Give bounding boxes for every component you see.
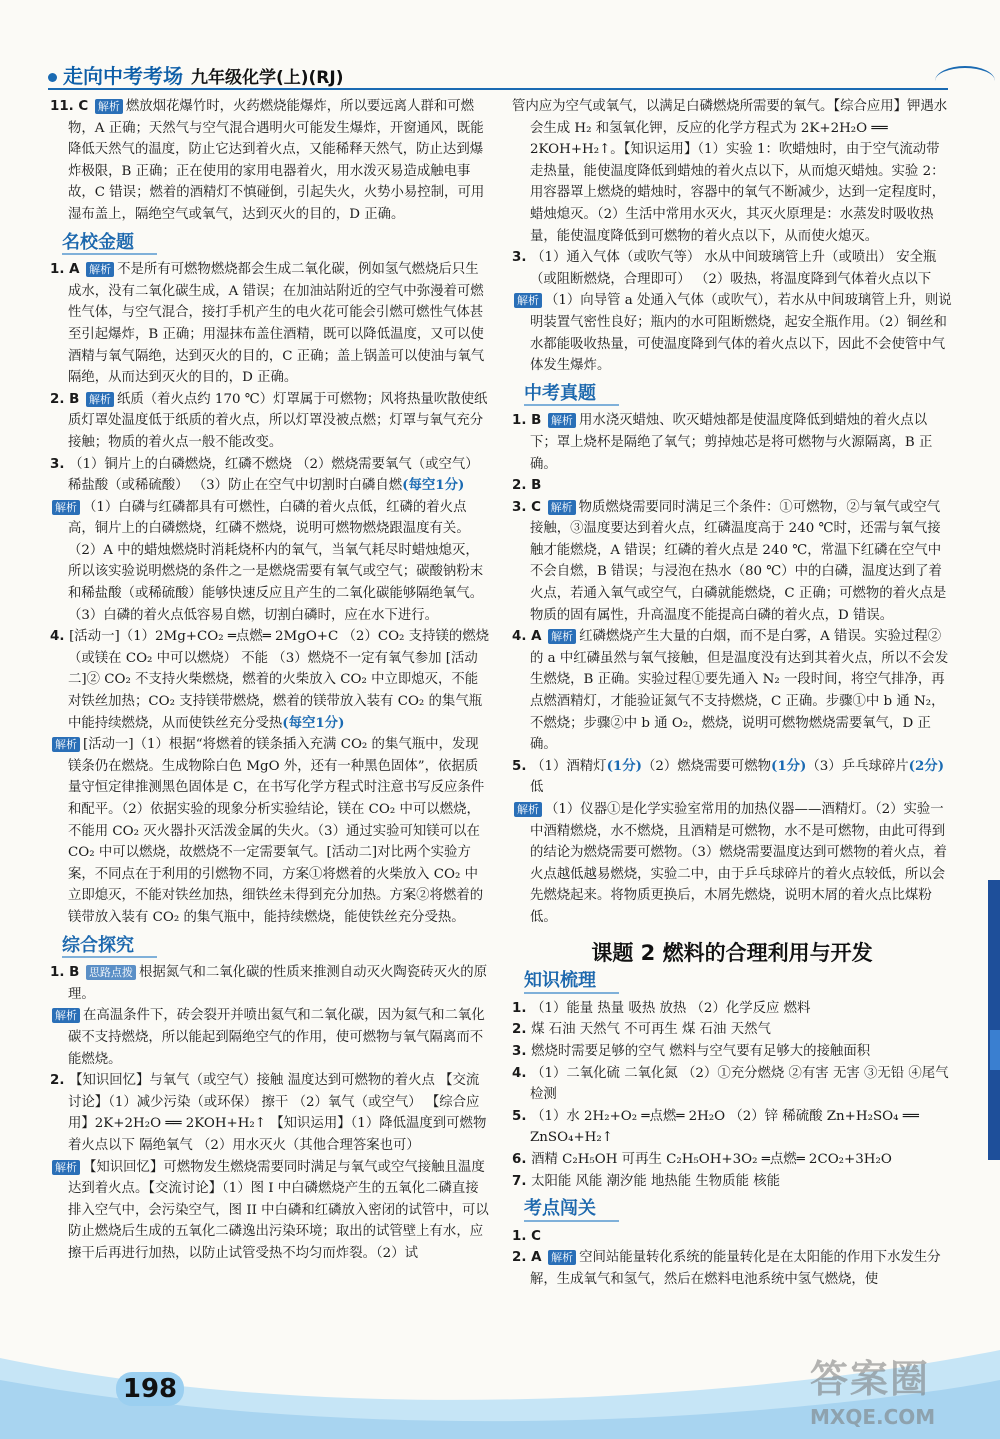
analysis-tag: 解析 bbox=[514, 802, 542, 817]
score-note: (每空1分) bbox=[282, 714, 345, 731]
answer-text: （2）燃烧需要可燃物 bbox=[641, 758, 771, 774]
watermark bbox=[810, 1348, 990, 1428]
answer-item bbox=[512, 410, 952, 475]
side-tab-highlight bbox=[990, 1030, 1000, 1070]
answer-text: 纸质（着火点约 170 ℃）灯罩属于可燃物；风将热量吹散使纸质灯罩处温度低于纸质的着火点，所以灯罩没被点燃；灯罩与氧气充分接触；物质的着火点一般不能改变。 bbox=[68, 391, 488, 450]
answer-item bbox=[512, 96, 952, 247]
lesson-title: 课题 2 燃料的合理利用与开发 bbox=[591, 940, 873, 965]
score-note: (1分) bbox=[606, 757, 642, 774]
score-note: (每空1分) bbox=[402, 477, 465, 494]
section-underline bbox=[62, 956, 157, 958]
answer-item bbox=[50, 962, 490, 1005]
answer-text: 不是所有可燃物燃烧都会生成二氧化碳，例如氢气燃烧后只生成水，没有二氧化碳生成，A 错误；在加油站附近的空气中弥漫着可燃性气体，与空气混合，接打手机产生的电火花可能会引燃可燃性气体甚至引起爆炸，B 正确；用湿抹布盖住酒精，既可以降低温度，又可以使酒精与氧气隔绝，达到灭火的目的，C 正确；盖上锅盖可以使油与氧气隔绝，从而达到灭火的目的，D 正确。 bbox=[68, 262, 485, 386]
answer-item bbox=[512, 475, 952, 497]
answer-item bbox=[50, 1157, 490, 1265]
analysis-tag: 解析 bbox=[86, 262, 114, 277]
answer-item bbox=[512, 1247, 952, 1290]
answer-item bbox=[512, 1063, 952, 1106]
answer-item bbox=[50, 454, 490, 497]
answer-text: （1）铜片上的白磷燃烧，红磷不燃烧 （2）燃烧需要氧气（或空气） 稀盐酸（或稀硫酸） （3）防止在空气中切割时白磷自燃 bbox=[68, 456, 479, 494]
answer-text: 燃烧时需要足够的空气 燃料与空气要有足够大的接触面积 bbox=[531, 1043, 871, 1059]
answer-text: （1）酒精灯 bbox=[531, 758, 607, 774]
answer-text: （1）通入气体（或吹气等） 水从中间玻璃管上升（或喷出） 安全瓶（或阻断燃烧，合理即可） （2）吸热，将温度降到气体着火点以下 bbox=[530, 250, 937, 287]
section-heading: 中考真题 bbox=[524, 382, 596, 404]
analysis-tag: 解析 bbox=[52, 500, 80, 515]
answer-number: 3. bbox=[50, 456, 70, 472]
answer-number: 5. bbox=[512, 1108, 532, 1124]
answer-item bbox=[512, 1171, 952, 1193]
answer-text: 煤 石油 天然气 不可再生 煤 石油 天然气 bbox=[531, 1022, 771, 1038]
answer-text: 【知识回忆】与氧气（或空气）接触 温度达到可燃物的着火点 【交流讨论】（1）减少污染（或环保） 擦干 （2）氧气（或空气） 【综合应用】2K+2H₂O ══ 2KOH+H₂↑ 【知识运用】（1）降低温度到可燃物着火点以下 隔绝氧气 （2）用水灭火（其他合理答案也可） bbox=[68, 1073, 487, 1153]
answer-text: 【知识回忆】可燃物发生燃烧需要同时满足与氧气或空气接触且温度达到着火点。【交流讨论】（1）图 I 中白磷燃烧产生的五氧化二磷直接排入空气中，会污染空气，图 II 中白磷和红磷放入密闭的试管中，可以防止燃烧后生成的五氧化二磷逸出污染环境；取出的试管壁上有水，应擦干后再进行加热，以防止试管受热不均匀而炸裂。（2）试 bbox=[68, 1159, 489, 1261]
analysis-tag: 解析 bbox=[548, 629, 576, 644]
answer-number: 2. B bbox=[50, 391, 84, 407]
section-heading: 知识梳理 bbox=[524, 970, 596, 992]
answer-number: 1. bbox=[512, 1000, 532, 1016]
answer-text: （3）乒乓球碎片 bbox=[806, 758, 909, 774]
book-title: 走向中考考场 bbox=[63, 64, 183, 88]
answer-text: 管内应为空气或氧气，以满足白磷燃烧所需要的氧气。【综合应用】钾遇水会生成 H₂ 和氢氧化钾，反应的化学方程式为 2K+2H₂O ══ 2KOH+H₂↑。【知识运用】（1）实验 1：吹蜡烛时，由于空气流动带走热量，能使温度降低到蜡烛的着火点以下，从而熄灭蜡烛。实验 2：用容器罩上燃烧的蜡烛时，容器中的氧气不断减少，达到一定程度时，蜡烛熄灭。（2）生活中常用水灭火，其灭火原理是：水蒸发时吸收热量，能使温度降低到可燃物的着火点以下，从而使火熄灭。 bbox=[512, 99, 948, 244]
answer-text: （1）水 2H₂+O₂ ═点燃═ 2H₂O （2）锌 稀硫酸 Zn+H₂SO₄ ══ ZnSO₄+H₂↑ bbox=[530, 1108, 919, 1146]
answer-number: 1. A bbox=[50, 262, 85, 278]
answer-number: 1. C bbox=[512, 1228, 541, 1244]
section-heading: 综合探究 bbox=[62, 934, 134, 956]
watermark-title: 答案圈 bbox=[810, 1357, 931, 1401]
page-header bbox=[0, 0, 1000, 88]
answer-text: 空间站能量转化系统的能量转化是在太阳能的作用下水发生分解，生成氧气和氢气，然后在燃料电池系统中氢气燃烧，使 bbox=[530, 1250, 941, 1287]
answer-text: 太阳能 风能 潮汐能 地热能 生物质能 核能 bbox=[531, 1173, 780, 1189]
analysis-tag: 解析 bbox=[52, 1160, 80, 1175]
answer-number: 1. B bbox=[50, 965, 84, 981]
book-subtitle: 九年级化学(上)(RJ) bbox=[191, 68, 344, 88]
answer-item bbox=[512, 998, 952, 1020]
answer-number: 4. bbox=[50, 629, 70, 645]
answer-text: （1）仪器①是化学实验室常用的加热仪器——酒精灯。（2）实验一中酒精燃烧，水不燃烧，且酒精是可燃物，水不是可燃物，由此可得到的结论为燃烧需要可燃物。（3）燃烧需要温度达到可燃物的着火点，着火点越低越易燃烧，实验二中，由于乒乓球碎片的着火点较低，所以会先燃烧起来。将物质更换后，木屑先燃烧，说明木屑的着火点比煤粉低。 bbox=[530, 802, 947, 925]
header-rule bbox=[48, 88, 948, 90]
score-note: (1分) bbox=[771, 757, 807, 774]
answer-number: 4. bbox=[512, 1065, 532, 1081]
answer-number: 1. B bbox=[512, 413, 546, 429]
answer-item bbox=[50, 96, 490, 226]
analysis-tag: 解析 bbox=[52, 737, 80, 752]
analysis-tag: 思路点拨 bbox=[86, 965, 136, 980]
answer-number: 6. bbox=[512, 1151, 532, 1167]
answer-item bbox=[512, 1019, 952, 1041]
answer-item bbox=[512, 626, 952, 756]
answer-number: 4. A bbox=[512, 629, 547, 645]
answer-text: 用水浇灭蜡烛、吹灭蜡烛都是使温度降低到蜡烛的着火点以下；罩上烧杯是隔绝了氧气；剪掉烛芯是将可燃物与火源隔离，B 正确。 bbox=[530, 413, 933, 472]
left-column bbox=[50, 96, 490, 1264]
answer-text: （1）能量 热量 吸热 放热 （2）化学反应 燃料 bbox=[531, 1000, 811, 1016]
answer-number: 2. bbox=[512, 1022, 532, 1038]
answer-number: 5. bbox=[512, 758, 532, 774]
section-underline bbox=[62, 253, 157, 255]
answer-item bbox=[512, 1226, 952, 1248]
answer-text: 低 bbox=[530, 780, 544, 796]
section-heading: 考点闯关 bbox=[524, 1198, 596, 1220]
answer-number: 3. bbox=[512, 250, 532, 266]
answer-item bbox=[512, 1106, 952, 1149]
section-heading: 名校金题 bbox=[62, 231, 134, 253]
page-number: 198 bbox=[116, 1372, 184, 1406]
section-underline bbox=[524, 404, 619, 406]
answer-item bbox=[50, 1070, 490, 1156]
section-underline bbox=[524, 1220, 619, 1222]
answer-item bbox=[512, 1149, 952, 1171]
answer-item bbox=[512, 247, 952, 290]
answer-number: 2. A bbox=[512, 1250, 547, 1266]
answer-number: 11. C bbox=[50, 99, 93, 114]
analysis-tag: 解析 bbox=[52, 1008, 80, 1023]
analysis-tag: 解析 bbox=[548, 1250, 576, 1265]
answer-number: 7. bbox=[512, 1173, 532, 1189]
answer-item bbox=[50, 497, 490, 627]
answer-item bbox=[512, 290, 952, 376]
analysis-tag: 解析 bbox=[514, 293, 542, 308]
answer-item bbox=[512, 756, 952, 799]
header-arc bbox=[935, 66, 995, 96]
right-column bbox=[512, 96, 952, 1290]
answer-number: 3. C bbox=[512, 499, 546, 515]
answer-item bbox=[50, 626, 490, 734]
header-bar bbox=[48, 60, 948, 88]
answer-text: [活动一]（1）2Mg+CO₂ ═点燃═ 2MgO+C （2）CO₂ 支持镁的燃烧（或镁在 CO₂ 中可以燃烧） 不能 （3）燃烧不一定有氧气参加 [活动二]② CO₂ 不支持火柴燃烧，燃着的火柴放入 CO₂ 中立即熄灭，不能对铁丝加热；CO₂ 支持镁带燃烧，燃着的镁带放入装有 CO₂ 的集气瓶中能持续燃烧，从而使铁丝充分受热 bbox=[68, 629, 490, 731]
answer-text: 酒精 C₂H₅OH 可再生 C₂H₅OH+3O₂ ═点燃═ 2CO₂+3H₂O bbox=[531, 1151, 892, 1167]
section-underline bbox=[524, 992, 619, 994]
answer-number: 2. bbox=[50, 1073, 70, 1089]
analysis-tag: 解析 bbox=[548, 500, 576, 515]
watermark-url: MXQE.COM bbox=[810, 1405, 936, 1429]
answer-item bbox=[50, 259, 490, 389]
answer-number: 2. B bbox=[512, 478, 542, 494]
answer-text: 根据氮气和二氧化碳的性质来推测自动灭火陶瓷砖灭火的原理。 bbox=[68, 965, 488, 1002]
bullet-icon bbox=[48, 73, 57, 82]
answer-item bbox=[50, 734, 490, 928]
answer-item bbox=[512, 799, 952, 929]
answer-text: 红磷燃烧产生大量的白烟，而不是白雾，A 错误。实验过程②的 a 中红磷虽然与氧气接触，但是温度没有达到其着火点，所以不会发生燃烧，B 正确。实验过程①要先通入 N₂ 一段时间，将空气排净，再点燃酒精灯，才能验证氮气不支持燃烧，C 正确。步骤①中 b 通 N₂，不燃烧；步骤②中 b 通 O₂，燃烧，说明可燃物燃烧需要氧气，D 正确。 bbox=[530, 629, 949, 753]
side-tab bbox=[988, 880, 1000, 1160]
answer-text: 燃放烟花爆竹时，火药燃烧能爆炸，所以要远离人群和可燃物，A 正确；天然气与空气混合遇明火可能发生爆炸，开窗通风，既能降低天然气的温度，防止它达到着火点，又能稀释天然气，防止达到爆炸极限，B 正确；正在使用的家用电器着火，用水泼灭易造成触电事故，C 错误；燃着的酒精灯不慎碰倒，引起失火，火势小易控制，可用湿布盖上，隔绝空气或氧气，达到灭火的目的，D 正确。 bbox=[68, 99, 485, 222]
answer-item bbox=[512, 1041, 952, 1063]
answer-number: 3. bbox=[512, 1043, 532, 1059]
answer-text: [活动一]（1）根据“将燃着的镁条插入充满 CO₂ 的集气瓶中，发现镁条仍在燃烧。生成物除白色 MgO 外，还有一种黑色固体”，依据质量守恒定律推测黑色固体是 C，在书写化学方程式时注意书写反应条件和配平。（2）依据实验的现象分析实验结论，镁在 CO₂ 中可以燃烧，不能用 CO₂ 灭火器扑灭活泼金属的失火。（3）通过实验可知镁可以在 CO₂ 中可以燃烧，故燃烧不一定需要氧气。[活动二]对比两个实验方案，不同点在于利用的引燃物不同，方案①将燃着的火柴放入 CO₂ 中立即熄灭，不能对铁丝加热，细铁丝未得到充分加热。方案②将燃着的镁带放入装有 CO₂ 的集气瓶中，能持续燃烧，能使铁丝充分受热。 bbox=[68, 737, 485, 925]
answer-item bbox=[512, 497, 952, 627]
answer-text: （1）白磷与红磷都具有可燃性，白磷的着火点低，红磷的着火点高，铜片上的白磷燃烧，红磷不燃烧，说明可燃物燃烧跟温度有关。（2）A 中的蜡烛燃烧时消耗烧杯内的氧气，当氧气耗尽时蜡烛熄灭，所以该实验说明燃烧的条件之一是燃烧需要有氧气或空气；碳酸钠粉末和稀盐酸（或稀硫酸）能够快速反应且产生的二氧化碳能够隔绝氧气。（3）白磷的着火点低容易自燃，切割白磷时，应在水下进行。 bbox=[68, 499, 484, 623]
answer-text: 在高温条件下，砖会裂开并喷出氦气和二氧化碳，因为氦气和二氧化碳不支持燃烧，所以能起到隔绝空气的作用，使可燃物与氧气隔离而不能燃烧。 bbox=[68, 1008, 485, 1067]
analysis-tag: 解析 bbox=[86, 392, 114, 407]
score-note: (2分) bbox=[908, 757, 945, 774]
answer-text: （1）二氧化硫 二氧化氮 （2）①充分燃烧 ②有害 无害 ③无铅 ④尾气检测 bbox=[530, 1065, 949, 1103]
answer-item bbox=[50, 389, 490, 454]
answer-text: 物质燃烧需要同时满足三个条件：①可燃物，②与氧气或空气接触，③温度要达到着火点，红磷温度高于 240 ℃时，还需与氧气接触才能燃烧，A 错误；红磷的着火点是 240 ℃，常温下红磷在空气中不会自燃，B 错误；与浸泡在热水（80 ℃）中的白磷，温度达到了着火点，若通入氧气或空气，白磷就能燃烧，C 正确；可燃物的着火点是物质的固有属性，升高温度不能提高白磷的着火点，D 错误。 bbox=[530, 499, 947, 623]
answer-item bbox=[50, 1005, 490, 1070]
analysis-tag: 解析 bbox=[548, 413, 576, 428]
analysis-tag: 解析 bbox=[95, 99, 123, 114]
answer-text: （1）向导管 a 处通入气体（或吹气），若水从中间玻璃管上升，则说明装置气密性良好；瓶内的水可阻断燃烧，起安全瓶作用。（2）铜丝和水都能吸收热量，可使温度降到气体的着火点以下，因此不会使管中气体发生爆炸。 bbox=[530, 293, 952, 374]
